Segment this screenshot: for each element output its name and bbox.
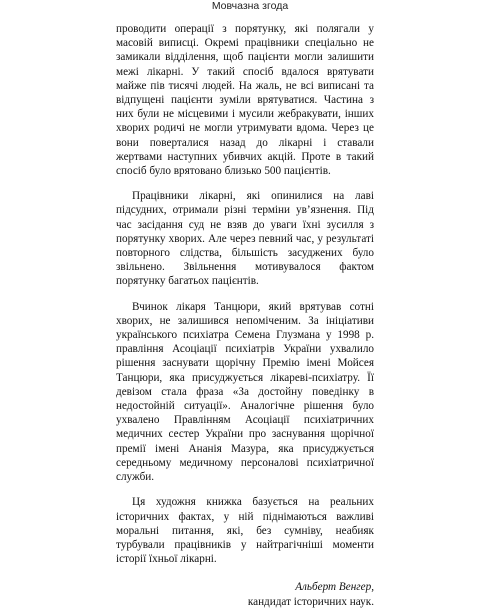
author-name: Альберт Венгер, [295,581,374,594]
paragraph-tantsiura-prize: Вчинок лікаря Танцюри, який врятував сотні хворих, не залишився непоміченим. За ініціативи українського психіатра Семена Глузмана у 1998 р. правління Асоціації психіатрів України ухвалило рішення заснувати щорічну Премію імені Мойсея Танцюри, яка присуджується лікареві-психіатру. Її девізом стала фраза «За достойну поведінку в недостойній ситуації». Аналогічне рішення було ухвалено Правлінням Асоціації психіатричних медичних сестер України про заснування щорічної премії імені Ананія Мазура, яка присуджується середньому медичному персоналові психіатричної служби. [116,300,374,484]
running-header: Мовчазна згода [211,0,289,12]
paragraph-book-basis: Ця художня книжка базується на реальних історичних фактах, у ній піднімаються важливі моральні питання, які, без сумніву, неабияк турбували працівників у найтрагічніші моменти історії їхньої лікарні. [116,496,374,566]
author-title: кандидат історичних наук. [247,595,374,608]
paragraph-trial: Працівники лікарні, які опинилися на лаві підсудних, отримали різні терміни ув’язнення. Під час засідання суд не взяв до уваги їхні зусилля з порятунку хворих. Але через певний час, у результаті повторного слідства, більшість засуджених було звільнено. Звільнення мотивувалося фактом порятунку багатьох пацієнтів. [116,190,374,288]
paragraph-rescue-operations: проводити операції з порятунку, які полягали у масовій виписці. Окремі працівники спеціально не замикали відділення, щоб пацієнти могли залишити межі лікарні. У такий спосіб вдалося врятувати майже пів тисячі людей. На жаль, не всі виписані та відпущені пацієнти зуміли врятуватися. Частина з них були не місцевими і мусили жебракувати, інших хворих родичі не могли утримувати вдома. Через це вони поверталися назад до лікарні і ставали жертвами наступних убивчих акцій. Проте в такий спосіб було врятовано близько 500 пацієнтів. [116,23,374,178]
body-text [116,22,374,609]
signature-block [116,580,374,608]
